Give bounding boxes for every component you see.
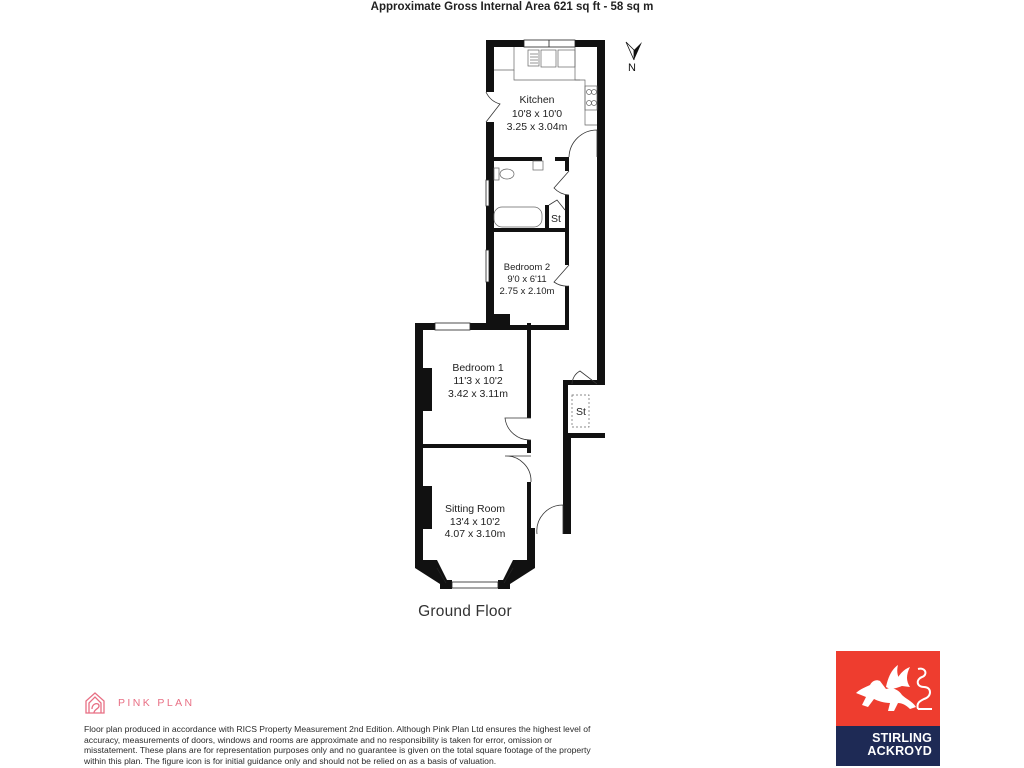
store-label: St [551, 213, 561, 225]
svg-text:3.42 x 3.11m: 3.42 x 3.11m [448, 388, 508, 400]
svg-text:9'0 x 6'11: 9'0 x 6'11 [507, 274, 547, 285]
stirling-ackroyd-logo [836, 651, 940, 766]
svg-text:2.75 x 2.10m: 2.75 x 2.10m [499, 286, 555, 297]
svg-text:3.25 x 3.04m: 3.25 x 3.04m [506, 121, 568, 133]
room-label-bedroom-2 [500, 262, 555, 297]
svg-text:Sitting Room: Sitting Room [444, 503, 506, 515]
house-logo-icon [84, 691, 106, 715]
store-label: St [576, 406, 586, 418]
svg-text:Kitchen: Kitchen [519, 94, 555, 106]
pink-plan-logo [84, 691, 194, 715]
svg-text:4.07 x 3.10m: 4.07 x 3.10m [444, 528, 506, 540]
griffin-emblem [836, 651, 940, 726]
svg-text:11'3 x 10'2: 11'3 x 10'2 [453, 375, 503, 387]
agent-name-line-1: STIRLING [872, 731, 932, 745]
disclaimer-text: Floor plan produced in accordance with RICS Property Measurement 2nd Edition. Although Pink Plan Ltd ensures the highest level of accuracy, measurements of doors, windows and rooms are approximate and no responsibility is taken for error, omission or misstatement. These plans are for representation purposes only and no guarantee is given on the total square footage of the property within this plan. The figure icon is for initial guidance only and should not be relied on as a basis of valuation. [84, 724, 591, 766]
svg-text:Bedroom 2: Bedroom 2 [503, 262, 551, 273]
pink-plan-brand: PINK PLAN [118, 697, 195, 709]
agent-name [836, 726, 940, 766]
north-label: N [628, 62, 636, 74]
agent-name-line-2: ACKROYD [867, 744, 932, 758]
floor-label: Ground Floor [418, 603, 512, 620]
svg-text:Bedroom 1: Bedroom 1 [452, 362, 504, 374]
gross-area-title: Approximate Gross Internal Area 621 sq ft - 58 sq m [370, 1, 654, 13]
svg-text:10'8 x 10'0: 10'8 x 10'0 [511, 108, 563, 120]
room-label-sitting-room [445, 503, 506, 540]
svg-text:13'4 x 10'2: 13'4 x 10'2 [449, 516, 501, 528]
griffin-icon [836, 651, 940, 726]
north-arrow-icon [623, 40, 645, 80]
room-label-bedroom-1 [448, 362, 508, 400]
room-label-kitchen [507, 94, 568, 133]
